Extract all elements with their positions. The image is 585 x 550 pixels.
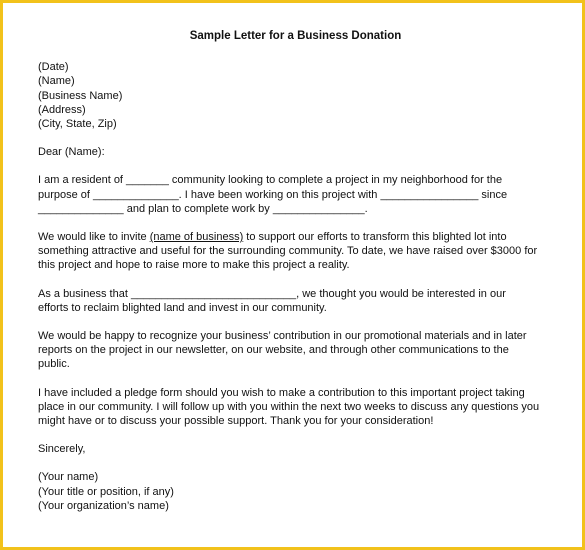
- paragraph-line: I am a resident of _______ community looking to complete a project in my neighborhood for the: [38, 174, 503, 187]
- paragraph-line: ______________ and plan to complete work by _______________.: [38, 202, 368, 215]
- paragraph-recognition: [38, 329, 553, 372]
- paragraph-invitation: [38, 230, 553, 273]
- invite-text-before: We would like to invite: [38, 231, 150, 244]
- date-line: (Date): [38, 61, 69, 74]
- salutation: Dear (Name):: [38, 146, 105, 159]
- paragraph-line: efforts to reclaim blighted land and invest in our community.: [38, 301, 327, 314]
- paragraph-line: reports on the project in our newsletter, on our website, and through other communications to the: [38, 344, 509, 357]
- closing: Sincerely,: [38, 443, 86, 456]
- your-name-line: (Your name): [38, 471, 99, 484]
- paragraph-line: As a business that ___________________________, we thought you would be interested in our: [38, 287, 506, 300]
- recipient-address-block: [38, 60, 553, 131]
- paragraph-line: this project and hope to raise more to make this project a reality.: [38, 259, 350, 272]
- paragraph-line: might have or to discuss your possible support. Thank you for your consideration!: [38, 415, 434, 428]
- city-state-zip-line: (City, State, Zip): [38, 118, 117, 131]
- paragraph-line: purpose of ______________. I have been working on this project with ________________ since: [38, 188, 508, 201]
- business-name-placeholder: (name of business): [149, 231, 244, 244]
- paragraph-line: We would be happy to recognize your business’ contribution in our promotional materials and in later: [38, 330, 527, 343]
- paragraph-line: place in our community. I will follow up with you within the next two weeks to discuss any questions you: [38, 400, 540, 413]
- name-line: (Name): [38, 75, 75, 88]
- address-line: (Address): [38, 103, 86, 116]
- signature-block: [38, 470, 553, 513]
- paragraph-line: I have included a pledge form should you wish to make a contribution to this important project taking: [38, 386, 525, 399]
- paragraph-line: something attractive and useful for the surrounding community. To date, we have raised over $3000 for: [38, 245, 538, 258]
- paragraph-business-interest: [38, 287, 553, 315]
- paragraph-line: [38, 230, 553, 244]
- business-name-line: (Business Name): [38, 89, 123, 102]
- your-title-line: (Your title or position, if any): [38, 485, 174, 498]
- your-organization-line: (Your organization’s name): [38, 499, 169, 512]
- paragraph-pledge: [38, 386, 553, 429]
- letter-page: [38, 29, 553, 513]
- letter-title: Sample Letter for a Business Donation: [189, 30, 402, 42]
- paragraph-line: public.: [38, 358, 70, 371]
- paragraph-introduction: [38, 173, 553, 216]
- invite-text-after: to support our efforts to transform this blighted lot into: [243, 231, 507, 244]
